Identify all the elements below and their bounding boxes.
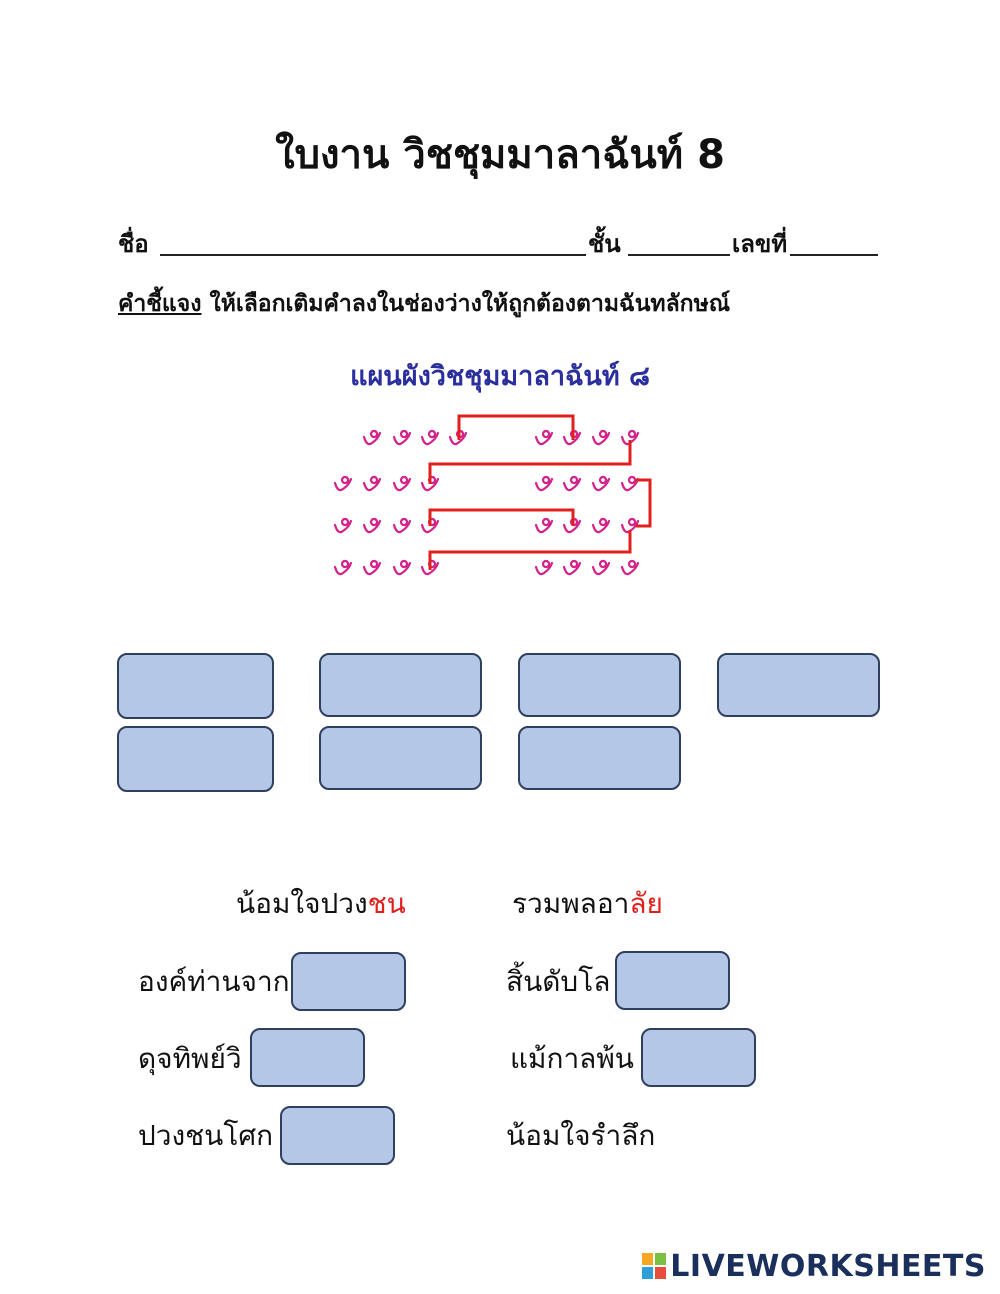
word-bank-box-4[interactable]: [717, 653, 880, 717]
rhyme-link-1: [459, 416, 573, 440]
syllable-mark: [593, 477, 609, 490]
poem-line-1-right-text: รวมพลอา: [512, 887, 630, 920]
syllable-mark: [335, 519, 351, 532]
brand-text: LIVEWORKSHEETS: [670, 1249, 986, 1284]
poem-line-1-left-rhyme: ชน: [367, 887, 406, 920]
syllable-mark: [593, 561, 609, 574]
syllable-mark: [536, 477, 552, 490]
poem-line-1-right: [512, 882, 663, 926]
name-label: ชื่อ: [118, 230, 149, 258]
poem-line-3-left: ดุจทิพย์วิ: [138, 1042, 242, 1075]
syllable-mark: [394, 561, 410, 574]
diagram-title: แผนผังวิชชุมมาลาฉันท์ ๘: [350, 361, 650, 392]
syllable-mark: [593, 519, 609, 532]
syllable-mark: [622, 477, 638, 490]
class-label: ชั้น: [588, 230, 621, 258]
poem-line-2-right: สิ้นดับโล: [506, 965, 611, 998]
answer-box-line-2-right[interactable]: [615, 951, 730, 1010]
syllable-diagram: [0, 0, 1000, 600]
word-bank-box-7[interactable]: [518, 726, 681, 790]
syllable-mark: [394, 431, 410, 444]
poem-line-4-left: ปวงชนโศก: [138, 1119, 274, 1152]
word-bank-box-1[interactable]: [117, 653, 274, 719]
syllable-mark: [593, 431, 609, 444]
instruction-heading: คำชี้แจง: [118, 291, 202, 317]
syllable-mark: [564, 477, 580, 490]
poem-line-1-right-rhyme: ลัย: [629, 887, 663, 920]
word-bank-box-5[interactable]: [117, 726, 274, 792]
syllable-mark: [536, 519, 552, 532]
poem-line-2-left: องค์ท่านจาก: [138, 965, 290, 998]
liveworksheets-logo: [642, 1249, 986, 1284]
rhyme-link-3: [636, 480, 650, 526]
syllable-mark: [394, 477, 410, 490]
syllable-mark: [564, 561, 580, 574]
syllable-mark: [335, 561, 351, 574]
instruction-text: ให้เลือกเติมคำลงในช่องว่างให้ถูกต้องตามฉันทลักษณ์: [201, 291, 731, 317]
syllable-mark: [622, 561, 638, 574]
syllable-mark: [364, 431, 380, 444]
liveworksheets-badge-icon: [642, 1253, 666, 1279]
word-bank-box-2[interactable]: [319, 653, 482, 717]
syllable-mark: [364, 519, 380, 532]
syllable-mark: [335, 477, 351, 490]
answer-box-line-4-left[interactable]: [280, 1106, 395, 1165]
syllable-mark: [364, 561, 380, 574]
word-bank-box-6[interactable]: [319, 726, 482, 790]
syllable-mark: [536, 561, 552, 574]
syllable-mark: [394, 519, 410, 532]
answer-box-line-3-right[interactable]: [641, 1028, 756, 1087]
poem-line-1-left: [236, 882, 406, 926]
syllable-mark: [422, 431, 438, 444]
number-label: เลขที่: [732, 230, 788, 258]
poem-line-3-right: แม้กาลพ้น: [510, 1042, 634, 1075]
answer-box-line-2-left[interactable]: [291, 952, 406, 1011]
poem-line-1-left-text: น้อมใจปวง: [236, 887, 368, 920]
page-title: ใบงาน วิชชุมมาลาฉันท์ 8: [275, 132, 725, 178]
syllable-mark: [364, 477, 380, 490]
word-bank-box-3[interactable]: [518, 653, 681, 717]
answer-box-line-3-left[interactable]: [250, 1028, 365, 1087]
syllable-mark: [536, 431, 552, 444]
poem-line-4-right: น้อมใจรำลึก: [506, 1119, 656, 1152]
